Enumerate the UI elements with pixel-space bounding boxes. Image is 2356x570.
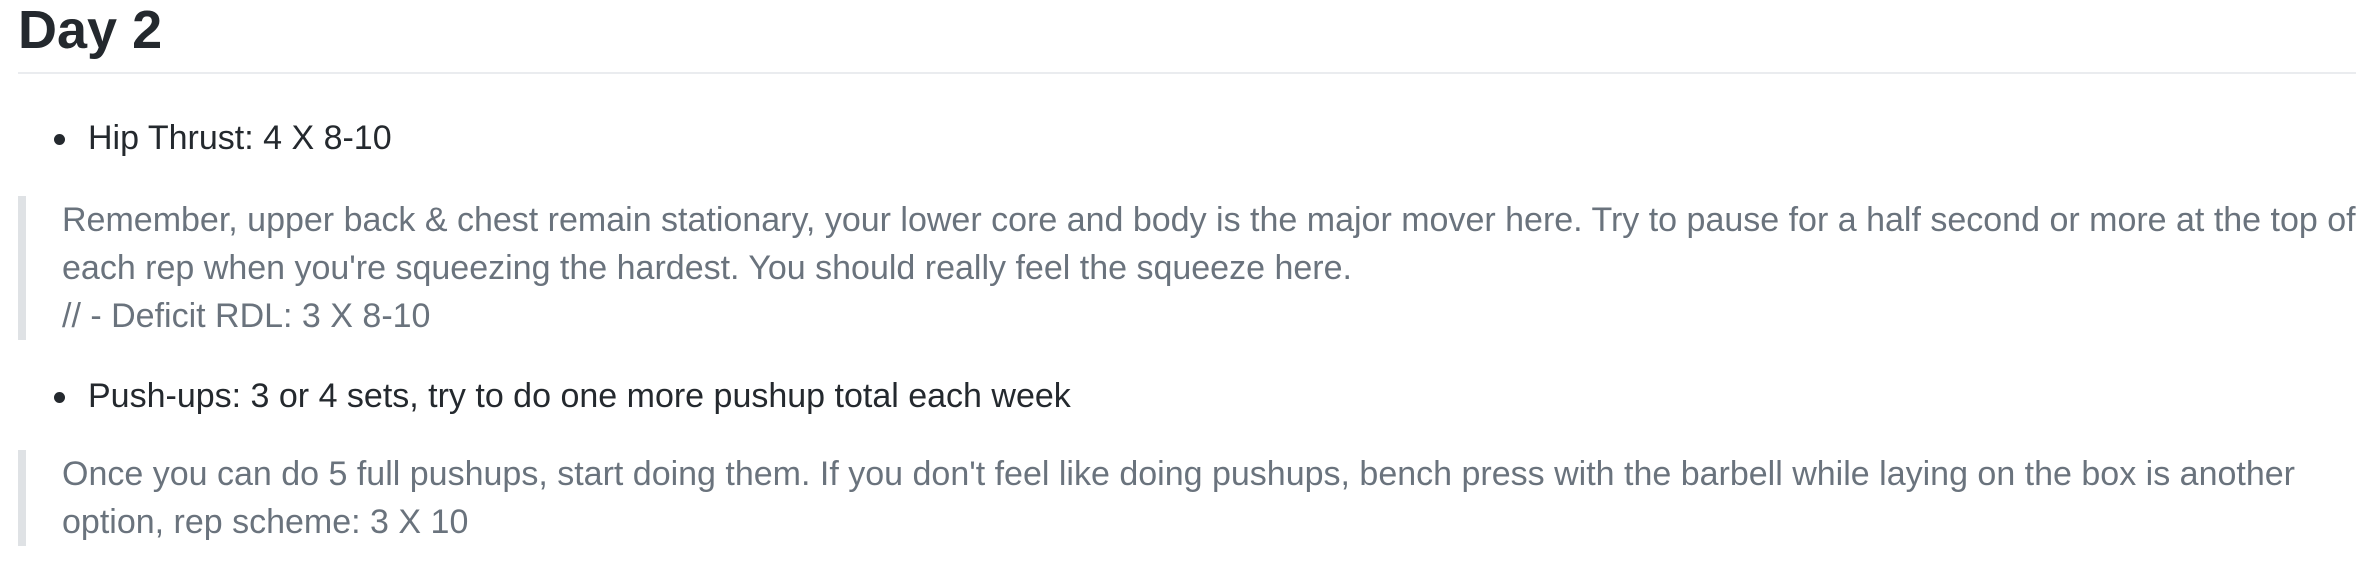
hip-thrust-note: [18, 196, 2356, 340]
list-item-push-ups: [18, 376, 2356, 416]
note-line: Once you can do 5 full pushups, start doing them. If you don't feel like doing pushups, bench press with the barbell while laying on the box is another: [62, 455, 2295, 493]
list-item-label: Push-ups: 3 or 4 sets, try to do one more pushup total each week: [88, 377, 1071, 415]
exercise-list: [18, 118, 2356, 158]
bullet-icon: [54, 134, 65, 145]
list-item-hip-thrust: [18, 118, 2356, 158]
note-line: // - Deficit RDL: 3 X 8-10: [62, 297, 431, 335]
push-ups-note: [18, 450, 2356, 546]
list-item-label: Hip Thrust: 4 X 8-10: [88, 119, 392, 157]
page-title: Day 2: [18, 0, 2356, 74]
note-line: each rep when you're squeezing the hardest. You should really feel the squeeze here.: [62, 249, 1352, 287]
exercise-list-2: [18, 376, 2356, 416]
note-line: Remember, upper back & chest remain stationary, your lower core and body is the major mover here. Try to pause for a half second or more at the top of: [62, 201, 2356, 239]
bullet-icon: [54, 392, 65, 403]
note-line: option, rep scheme: 3 X 10: [62, 503, 469, 541]
